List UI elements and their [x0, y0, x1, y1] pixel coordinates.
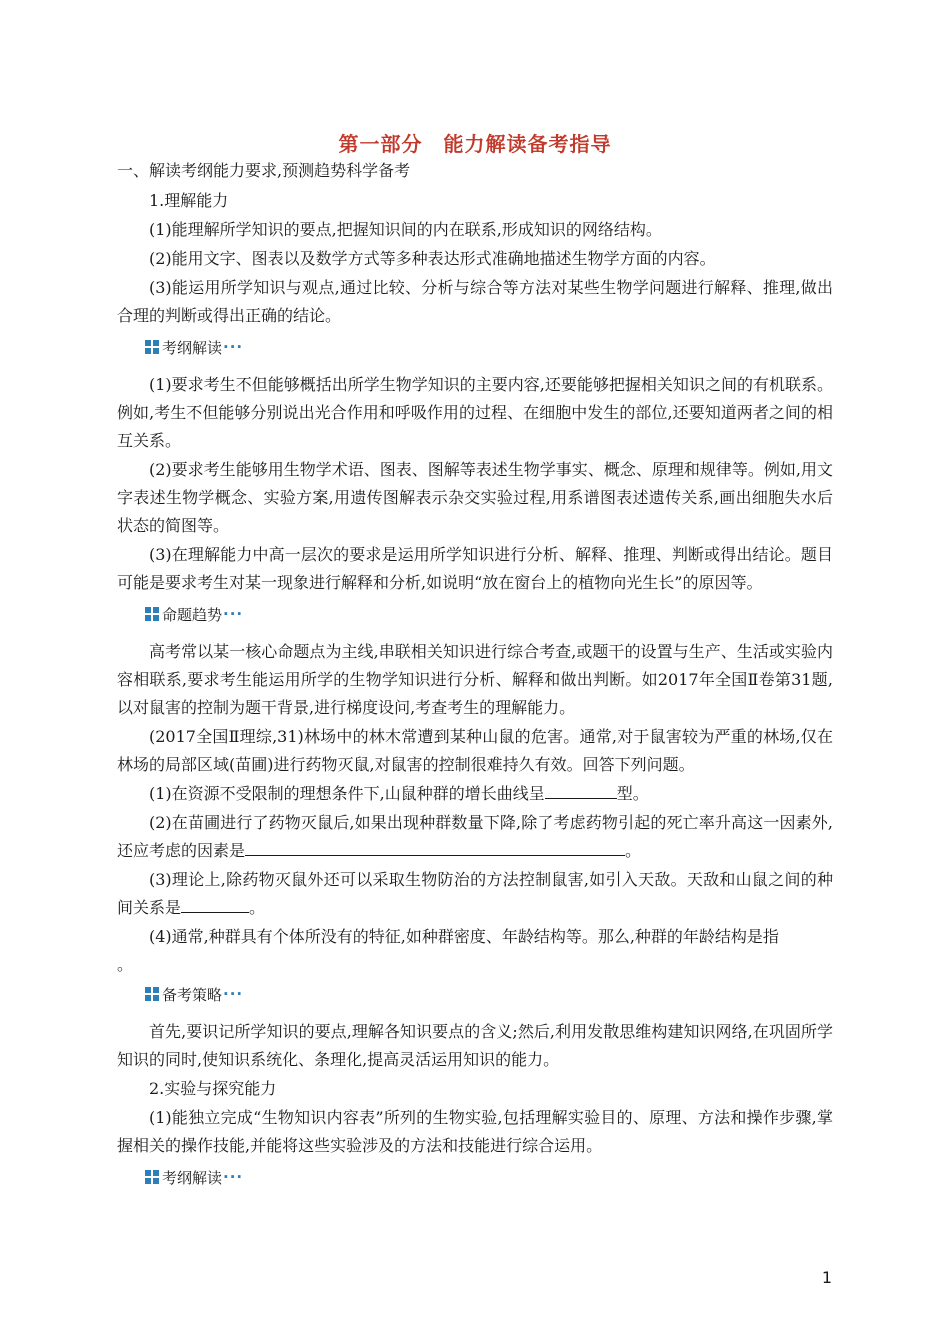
question-text: 。: [249, 898, 266, 917]
question-3: [117, 866, 833, 922]
grid-icon: [145, 1170, 159, 1184]
answer-blank[interactable]: [545, 782, 617, 799]
ability1-item: (1)能理解所学知识的要点,把握知识间的内在联系,形成知识的网络结构。: [149, 220, 662, 239]
question-2: [117, 809, 833, 865]
tag-label: 命题趋势: [162, 605, 223, 624]
dots-icon: ···: [223, 985, 244, 1003]
ability1-item: (3)能运用所学知识与观点,通过比较、分析与综合等方法对某些生物学问题进行解释、推理,做出合理的判断或得出正确的结论。: [117, 278, 833, 325]
strategy-paragraph: 首先,要识记所学知识的要点,理解各知识要点的含义;然后,利用发散思维构建知识网络,在巩固所学知识的同时,使知识系统化、条理化,提高灵活运用知识的能力。: [117, 1022, 833, 1069]
trend-paragraph: 高考常以某一核心命题点为主线,串联相关知识进行综合考查,或题干的设置与生产、生活或实验内容相联系,要求考生能运用所学的生物学知识进行分析、解释和做出判断。如2017年全国Ⅱ卷第31题,以对鼠害的控制为题干背景,进行梯度设问,考查考生的理解能力。: [117, 642, 833, 717]
answer-blank[interactable]: [181, 896, 249, 913]
section-tag-interpret: [145, 1165, 833, 1189]
dots-icon: ···: [223, 605, 244, 623]
section-tag-trend: [145, 602, 833, 626]
question-1: [117, 780, 833, 808]
question-text: 型。: [616, 784, 649, 803]
ability-heading-experiment: 2.实验与探究能力: [149, 1079, 277, 1098]
example-intro: (2017全国Ⅱ理综,31)林场中的林木常遭到某种山鼠的危害。通常,对于鼠害较为严重的林场,仅在林场的局部区域(苗圃)进行药物灭鼠,对鼠害的控制很难持久有效。回答下列问题。: [117, 727, 833, 774]
interpret-paragraph: (2)要求考生能够用生物学术语、图表、图解等表述生物学事实、概念、原理和规律等。例如,用文字表述生物学概念、实验方案,用遗传图解表示杂交实验过程,用系谱图表述遗传关系,画出细胞失水后状态的简图等。: [117, 460, 833, 535]
dots-icon: ···: [223, 338, 244, 356]
tag-label: 考纲解读: [162, 1168, 223, 1187]
section-tag-interpret: [145, 335, 833, 359]
dots-icon: ···: [223, 1168, 244, 1186]
interpret-paragraph: (3)在理解能力中高一层次的要求是运用所学知识进行分析、解释、推理、判断或得出结论。题目可能是要求考生对某一现象进行解释和分析,如说明“放在窗台上的植物向光生长”的原因等。: [117, 545, 833, 592]
question-text: (1)在资源不受限制的理想条件下,山鼠种群的增长曲线呈: [149, 784, 545, 803]
section-tag-strategy: [145, 982, 833, 1006]
main-content: [117, 158, 833, 1201]
grid-icon: [145, 987, 159, 1001]
question-4-continuation: 。: [117, 955, 134, 974]
section-heading: 一、解读考纲能力要求,预测趋势科学备考: [117, 161, 411, 180]
question-text: (2)在苗圃进行了药物灭鼠后,如果出现种群数量下降,除了考虑药物引起的死亡率升高这一因素外,还应考虑的因素是: [117, 813, 833, 860]
question-text: 。: [625, 841, 642, 860]
interpret-paragraph: (1)要求考生不但能够概括出所学生物学知识的主要内容,还要能够把握相关知识之间的有机联系。例如,考生不但能够分别说出光合作用和呼吸作用的过程、在细胞中发生的部位,还要知道两者之间的相互关系。: [117, 375, 833, 450]
grid-icon: [145, 340, 159, 354]
ability2-item: (1)能独立完成“生物知识内容表”所列的生物实验,包括理解实验目的、原理、方法和操作步骤,掌握相关的操作技能,并能将这些实验涉及的方法和技能进行综合运用。: [117, 1108, 833, 1155]
page-number: 1: [821, 1268, 832, 1287]
ability-heading-understanding: 1.理解能力: [149, 191, 229, 210]
question-text: (3)理论上,除药物灭鼠外还可以采取生物防治的方法控制鼠害,如引入天敌。天敌和山鼠之间的种间关系是: [117, 870, 833, 917]
tag-label: 备考策略: [162, 985, 223, 1004]
question-text: (4)通常,种群具有个体所没有的特征,如种群密度、年龄结构等。那么,种群的年龄结构是指: [149, 927, 779, 946]
page-title: 第一部分 能力解读备考指导: [338, 132, 612, 156]
grid-icon: [145, 607, 159, 621]
ability1-item: (2)能用文字、图表以及数学方式等多种表达形式准确地描述生物学方面的内容。: [149, 249, 716, 268]
answer-blank[interactable]: [245, 839, 625, 856]
tag-label: 考纲解读: [162, 338, 223, 357]
question-4: [117, 923, 833, 951]
